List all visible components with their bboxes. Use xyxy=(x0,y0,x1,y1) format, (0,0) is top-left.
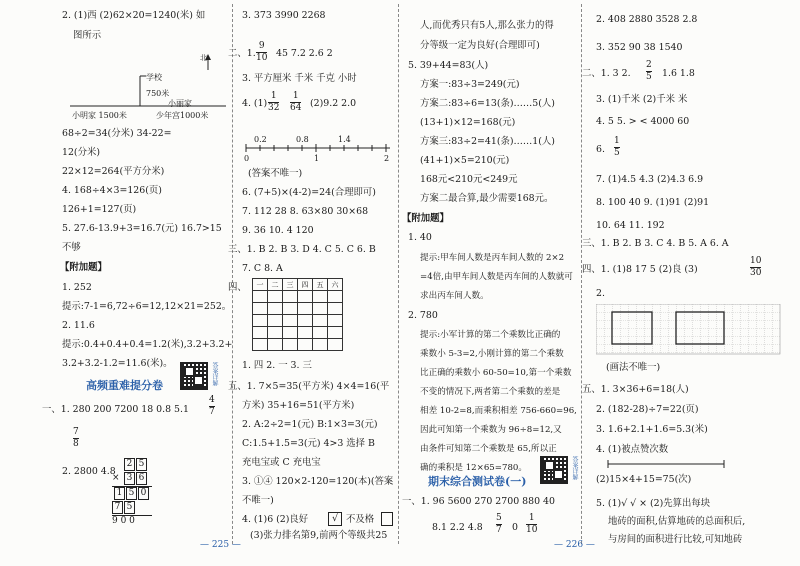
fraction-2-5: 2 5 xyxy=(646,60,652,82)
c1-line: 126+1=127(页) xyxy=(62,204,137,215)
c4-line: 2. (182-28)÷7=22(页) xyxy=(596,404,699,415)
c2-line: 3. 平方厘米 千米 千克 小时 xyxy=(242,73,357,84)
number-line-label: 0 xyxy=(244,154,250,163)
fraction-1-5: 1 5 xyxy=(614,136,620,158)
number-line-label: 2 xyxy=(384,154,390,163)
fraction-4-7: 4 7 xyxy=(209,395,215,417)
c2-line: 方米) 35+16=51(平方米) xyxy=(242,400,355,411)
c1-line: 不够 xyxy=(62,242,81,253)
c3-line: 方案二最合算,最少需要168元。 xyxy=(420,193,554,204)
c3-line: 提示:甲车间人数是丙车间人数的 2×2 xyxy=(420,253,565,263)
c2-line: 充电宝或 C 充电宝 xyxy=(242,457,321,468)
c1-line: 提示:7-1=6,72÷6=12,12×21=252。 xyxy=(62,301,232,312)
c4-line: (2)15×4+15=75(次) xyxy=(596,474,692,485)
c4-line: 2. xyxy=(596,288,605,299)
c2-line: (2)9.2 2.0 xyxy=(310,98,357,109)
column-divider-2 xyxy=(398,4,399,544)
c1-section-title: 高频重难提分卷 xyxy=(86,379,163,392)
qr-code-2[interactable] xyxy=(540,456,568,484)
c3-line: 相差 10-2=8,而乘积相差 756-660=96, xyxy=(420,406,577,416)
map-school-label: 学校 xyxy=(146,73,162,82)
c2-line: 3. 373 3990 2268 xyxy=(242,10,326,21)
c3-bonus-heading: 【附加题】 xyxy=(402,213,449,224)
c3-line: (13+1)×12=168(元) xyxy=(420,117,516,128)
c1-line: 22×12=264(平方分米) xyxy=(62,166,165,177)
c2-line: 9. 36 10. 4 120 xyxy=(242,225,314,236)
c3-line: 提示:小军计算的第二个乘数比正确的 xyxy=(420,330,561,340)
c1-bonus-heading: 【附加题】 xyxy=(60,262,107,273)
column-divider-1 xyxy=(232,4,233,544)
fraction-1-10: 1 10 xyxy=(526,513,538,535)
checkbox-fail xyxy=(381,512,393,526)
c2-line: 二、1. xyxy=(228,48,256,59)
map-xiaoli-label: 小丽家 xyxy=(168,99,192,108)
c2-line: 7. C 8. A xyxy=(242,263,283,274)
map-shaoniangong-label: 少年宫1000米 xyxy=(156,111,209,120)
c4-line: (画法不唯一) xyxy=(606,362,661,373)
fraction-5-7: 5 7 xyxy=(496,513,502,535)
number-line-label: 1.4 xyxy=(338,135,351,144)
c4-line: 3. 352 90 38 1540 xyxy=(596,42,683,53)
c4-line: 1.6 1.8 xyxy=(662,68,695,79)
c3-line: 168元<210元<249元 xyxy=(420,174,518,185)
c2-line: 4. (1)6 (2)良好 xyxy=(242,514,309,525)
qr-tag-1: 答案详解 xyxy=(211,362,218,386)
c3-line: 由条件可知第二个乘数是 65,所以正 xyxy=(420,444,557,454)
page-number-left: — 225 — xyxy=(200,540,241,550)
c4-line: 8. 100 40 9. (1)91 (2)91 xyxy=(596,197,710,208)
c4-line: 2. 408 2880 3528 2.8 xyxy=(596,14,698,25)
c4-line: 地砖的面积,估算地砖的总面积后, xyxy=(608,516,746,527)
c3-line: 比正确的乘数小 60-50=10,第一个乘数 xyxy=(420,368,572,378)
c2-line: (答案不唯一) xyxy=(248,168,303,179)
c3-line: 8.1 2.2 4.8 xyxy=(432,522,483,533)
c2-line: C:1.5+1.5=3(元) 4>3 选择 B xyxy=(242,438,375,449)
c2-line: 45 7.2 2.6 2 xyxy=(276,48,333,59)
c4-line: 4. 5 5. > < 4000 60 xyxy=(596,116,690,127)
c4-line: 3. (1)千米 (2)千米 米 xyxy=(596,94,688,105)
c3-line: 不变的情况下,两者第二个乘数的差是 xyxy=(420,387,561,397)
c3-line: 5. 39+44=83(人) xyxy=(408,60,489,71)
c3-line: 0 xyxy=(512,522,518,533)
fraction-1-64: 1 64 xyxy=(290,91,302,113)
dotted-grid-drawing xyxy=(596,304,782,356)
c4-line: 4. (1)被点赞次数 xyxy=(596,444,669,455)
c1-line: 2. 2800 4.8 xyxy=(62,466,116,477)
c3-line: 分等级一定为良好(合理即可) xyxy=(420,40,540,51)
number-line-label: 0.2 xyxy=(254,135,267,144)
c4-line: 二、1. 3 2. xyxy=(582,68,631,79)
c1-line: 3.2+3.2-1.2=11.6(米)。 xyxy=(62,358,173,369)
c2-line: (3)张力排名第9,前两个等级共25 xyxy=(250,530,388,541)
c1-line: 1. 252 xyxy=(62,282,92,293)
fraction-9-10: 9 10 xyxy=(256,41,268,63)
tally-line xyxy=(606,458,726,468)
c3-line: 方案二:83÷6=13(条)……5(人) xyxy=(420,98,555,109)
c3-line: 方案一:83÷3=249(元) xyxy=(420,79,520,90)
c2-line: 2. A:2÷2=1(元) B:1×3=3(元) xyxy=(242,419,378,430)
map-xiaoming-label: 小明家 1500米 xyxy=(72,111,127,120)
c3-line: 方案三:83÷2=41(条)……1(人) xyxy=(420,136,555,147)
c1-line: 68÷2=34(分米) 34-22= xyxy=(62,128,172,139)
c3-line: 求出丙车间人数。 xyxy=(420,291,489,301)
number-line-label: 1 xyxy=(314,154,320,163)
map-north-label: 北 xyxy=(200,54,207,62)
c2-line: 不唯一) xyxy=(242,495,274,506)
c2-line: 4. (1) xyxy=(242,98,268,109)
c2-line: 1. 四 2. 一 3. 三 xyxy=(242,360,312,371)
map-distance-750: 750米 xyxy=(146,89,170,98)
c2-line: 三、1. B 2. B 3. D 4. C 5. C 6. B xyxy=(228,244,376,255)
c4-line: 10. 64 11. 192 xyxy=(596,220,665,231)
c3-line: 1. 40 xyxy=(408,232,432,243)
c2-line: 不及格 xyxy=(346,514,375,525)
c4-line: 3. 1.6+2.1+1.6=5.3(米) xyxy=(596,424,708,435)
page-number-right: — 226 — xyxy=(554,540,595,550)
c4-line: 四、1. (1)8 17 5 (2)良 (3) xyxy=(582,264,698,275)
c1-line: 4. 168÷4×3=126(页) xyxy=(62,185,162,196)
c3-line: 一、1. 96 5600 270 2700 880 40 xyxy=(402,496,555,507)
c3-line: 乘数小 5-3=2,小刚计算的第二个乘数 xyxy=(420,349,564,359)
c1-line: 5. 27.6-13.9+3=16.7(元) 16.7>15 xyxy=(62,223,222,234)
c4-line: 6. xyxy=(596,144,605,155)
c4-line: 7. (1)4.5 4.3 (2)4.3 6.9 xyxy=(596,174,704,185)
c4-line: 五、1. 3×36+6=18(人) xyxy=(582,384,689,395)
c2-line: 五、1. 7×5=35(平方米) 4×4=16(平 xyxy=(228,381,390,392)
number-line-label: 0.8 xyxy=(296,135,309,144)
c1-line: 2. (1)西 (2)62×20=1240(米) 如 xyxy=(62,10,206,21)
c2-line: 3. ①④ 120×2-120=120(本)(答案 xyxy=(242,476,394,487)
fraction-1-32: 1 32 xyxy=(268,91,280,113)
c3-section-title: 期末综合测试卷(一) xyxy=(428,475,527,488)
fraction-10-30: 10 30 xyxy=(750,256,762,278)
qr-code-1[interactable] xyxy=(180,362,208,390)
c1-line: 提示:0.4+0.4+0.4=1.2(米),3.2+3.2+ xyxy=(62,339,233,350)
c3-line: 因此可知第一个乘数为 96÷8=12,又 xyxy=(420,425,562,435)
checkbox-good: √ xyxy=(328,512,342,526)
c2-line: 7. 112 28 8. 63×80 30×68 xyxy=(242,206,369,217)
c1-line: 2. 11.6 xyxy=(62,320,95,331)
vertical-multiplication: 2 5 × 3 6 1 5 0 7 5 9 0 0 xyxy=(112,458,152,530)
c1-line: 12(分米) xyxy=(62,147,100,158)
c2-line: 6. (7+5)×(4-2)=24(合理即可) xyxy=(242,187,376,198)
c4-line: 三、1. B 2. B 3. C 4. B 5. A 6. A xyxy=(582,238,729,249)
fraction-7-8: 7 8 xyxy=(73,427,79,449)
c3-line: =4倍,由甲车间人数是丙车间的人数就可 xyxy=(420,272,573,282)
c1-line: 图所示 xyxy=(73,30,102,41)
c3-line: 确的乘积是 12×65=780。 xyxy=(420,463,527,473)
c4-line: 与房间的面积进行比较,可知地砖 xyxy=(608,534,743,545)
c3-line: 2. 780 xyxy=(408,310,438,321)
c4-line: 5. (1)√ √ × (2)先算出每块 xyxy=(596,498,711,509)
c3-line: 人,而优秀只有5人,那么张力的得 xyxy=(420,20,554,31)
coordinate-grid: 一 二 三 四 五 六 xyxy=(252,278,343,351)
qr-tag-2: 答案详解 xyxy=(571,456,578,480)
c3-line: (41+1)×5=210(元) xyxy=(420,155,510,166)
c2-line: 四、 xyxy=(228,282,247,293)
c1-line: 一、1. 280 200 7200 18 0.8 5.1 xyxy=(42,404,189,415)
